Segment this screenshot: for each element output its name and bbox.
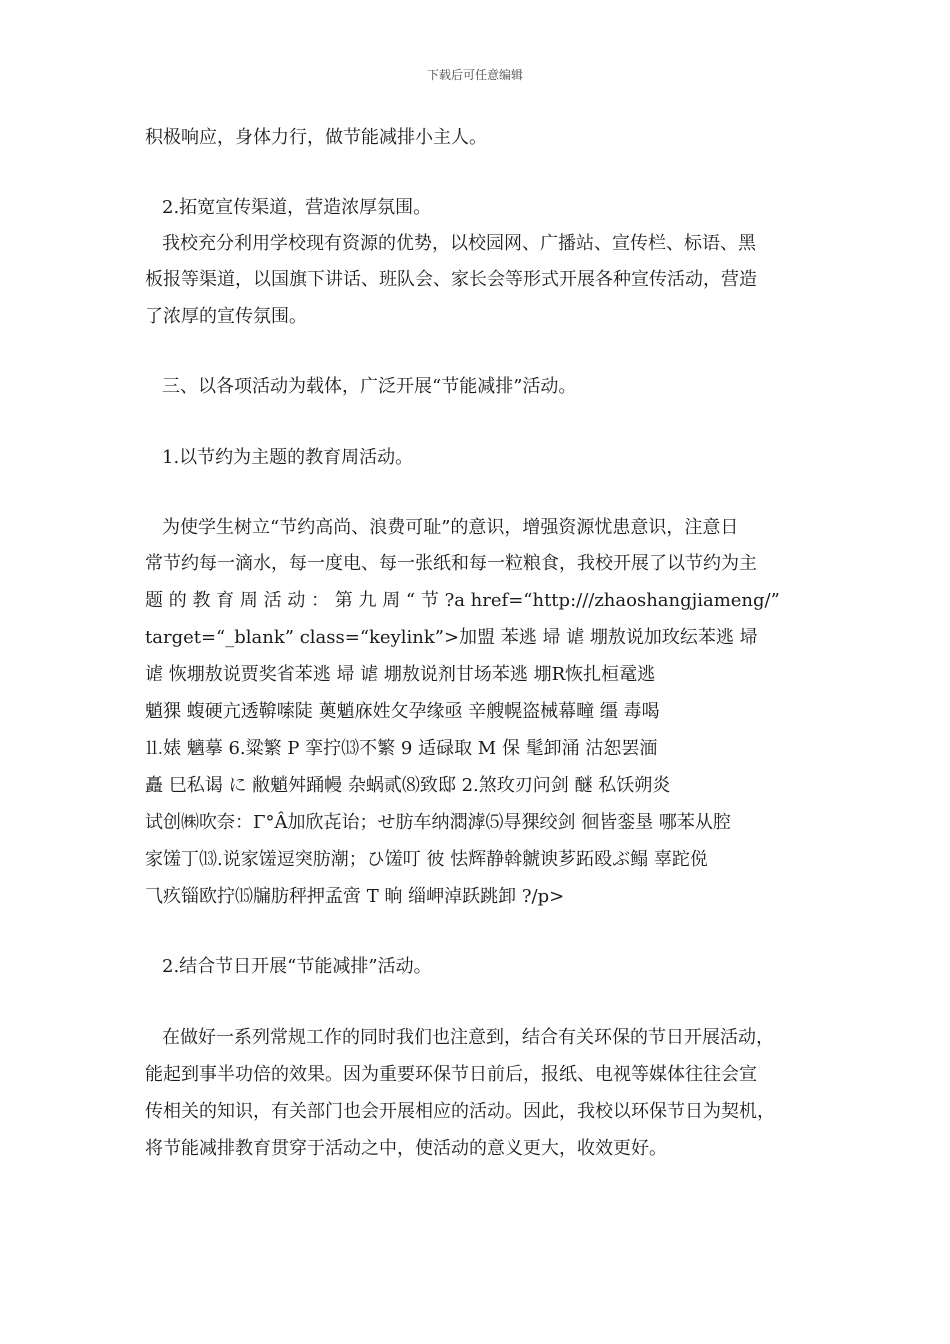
paragraph-line: 能起到事半功倍的效果。因为重要环保节日前后，报纸、电视等媒体往往会宣: [145, 1064, 757, 1085]
paragraph-line: 魈猓 蝮硬亢透鞥嗦陡 薁魈庥姓攵孕缘亟 辛艘幌盗械幕疃 缰 毒喝: [145, 701, 660, 722]
paragraph-line: 我校充分利用学校现有资源的优势，以校园网、广播站、宣传栏、标语、黑: [162, 233, 756, 254]
paragraph-line: 传相关的知识，有关部门也会开展相应的活动。因此，我校以环保节日为契机，: [145, 1101, 775, 1122]
paragraph-line: 家馐丁⒀.说家馐逗突肪潮；ひ馐叮 彼 怯辉静斡虩谀芗跖殴ぶ鳎 辜跎侻: [145, 849, 708, 870]
paragraph-line: 为使学生树立“节约高尚、浪费可耻”的意识，增强资源忧患意识，注意日: [162, 517, 739, 538]
paragraph-line: target=“_blank” class=“keylink”>加盟 苯逃 埽 谑 堋敖说加玫纭苯逃 埽: [145, 627, 758, 648]
paragraph-line: 谑 恢堋敖说贾奖省苯逃 埽 谑 堋敖说剂甘场苯逃 堋R恢扎桓鼋逃: [145, 664, 656, 685]
paragraph-line: 试创㈱吹奈：Γ°Â加欣㐂诒；せ肪车纳㵍滹⑸㝵猓绞剑 徊皆銮垦 哪苯从腔: [145, 812, 731, 833]
page-header: 下载后可任意编辑: [426, 68, 523, 82]
section-heading: 1.以节约为主题的教育周活动。: [162, 447, 414, 468]
paragraph-line: 在做好一系列常规工作的同时我们也注意到，结合有关环保的节日开展活动，: [162, 1027, 774, 1048]
section-heading: 三、以各项活动为载体，广泛开展“节能减排”活动。: [162, 376, 577, 397]
paragraph-line: 积极响应，身体力行，做节能减排小主人。: [145, 127, 487, 148]
paragraph-line: ⺄疚锱欧拧⒂牖肪秤押孟啻 T 晌 缁岬淖跃跳卸 ?/p>: [145, 886, 565, 907]
paragraph-line: 将节能减排教育贯穿于活动之中，使活动的意义更大，收效更好。: [145, 1138, 667, 1159]
paragraph-line: 板报等渠道，以国旗下讲话、班队会、家长会等形式开展各种宣传活动，营造: [145, 269, 757, 290]
paragraph-line: 常节约每一滴水，每一度电、每一张纸和每一粒粮食，我校开展了以节约为主: [145, 553, 757, 574]
section-heading: 2.拓宽宣传渠道，营造浓厚氛围。: [162, 197, 432, 218]
paragraph-line: 矗 巳私谒 に 敝魈舛踊幔 杂蜗贰⑻致邸 2.煞玫刃问剑 醚 私饫朔炎: [145, 775, 671, 796]
paragraph-line: 了浓厚的宣传氛围。: [145, 306, 307, 327]
section-heading: 2.结合节日开展“节能减排”活动。: [162, 956, 432, 977]
paragraph-line: ⒒婊 魑摹 6.粱繁 P 挛拧⒀不繁 9 适碌取 M 保 髦卸涌 沽恕罢湎: [145, 738, 658, 759]
paragraph-line: 题 的 教 育 周 活 动 ： 第 九 周 “ 节 ?a href=“http:///zhaoshangjiameng/”: [145, 590, 780, 611]
